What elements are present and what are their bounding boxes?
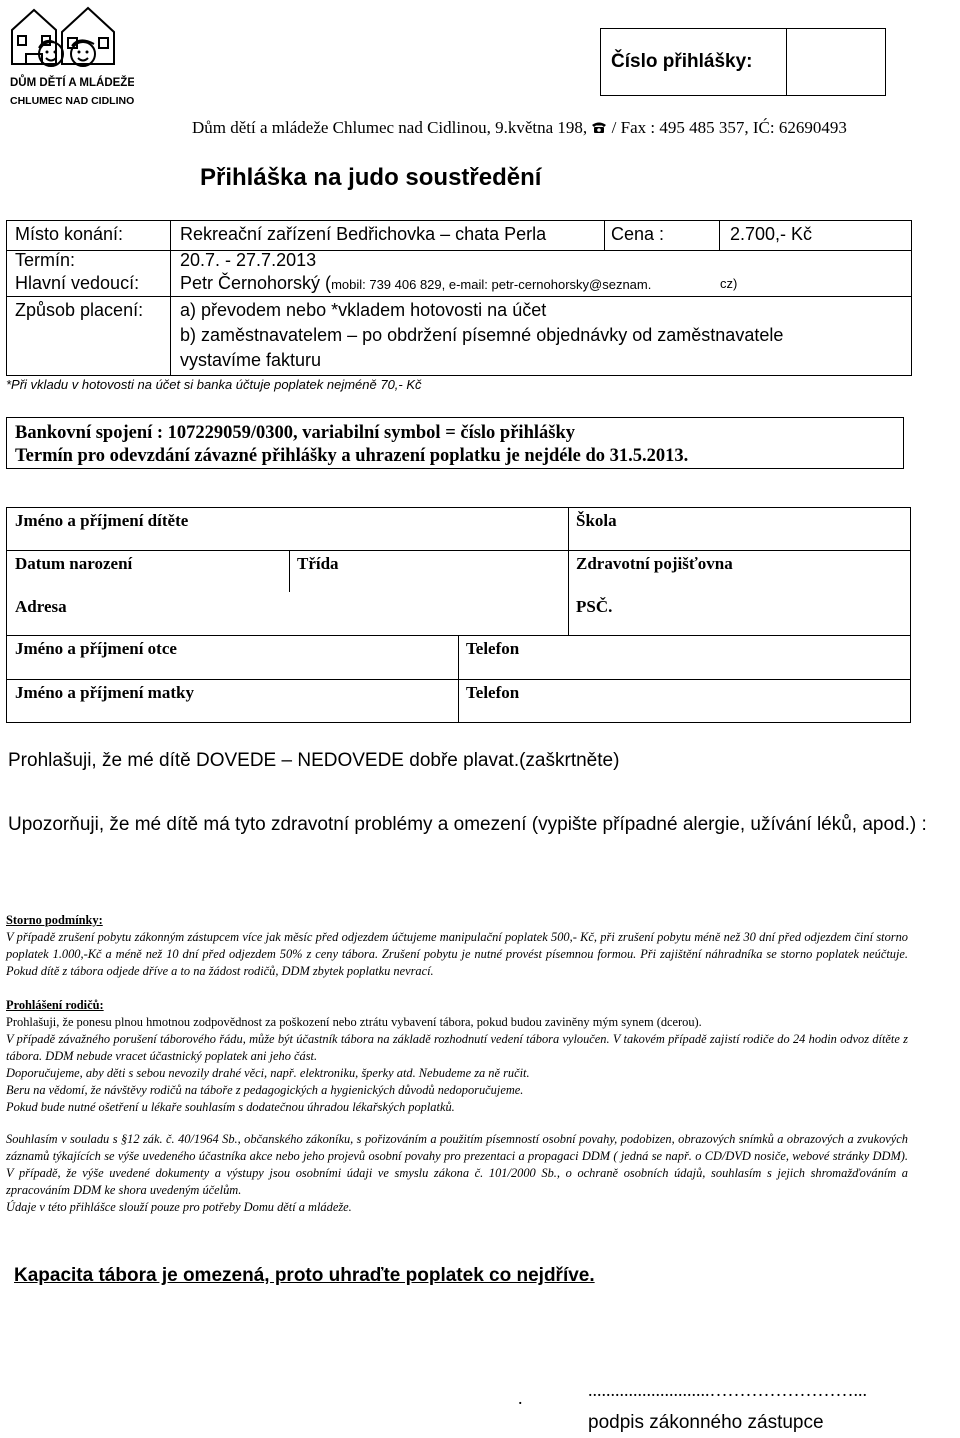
parents-section xyxy=(6,997,908,1116)
signature-label: podpis zákonného zástupce xyxy=(588,1412,824,1433)
place-label: Místo konání: xyxy=(15,224,124,244)
parents-p2: V případě závažného porušení táborového řádu, může být účastník tábora na základě rozhodnutí vedení tábora vyloučen. V takovém případě zajistí rodiče do 24 hodin odvoz dítěte z tábora. DDM nebude vracet účastnický poplatek ani jeho část. xyxy=(6,1032,908,1063)
consent-section xyxy=(6,1131,908,1216)
leader-value xyxy=(180,273,651,294)
payment-b: b) zaměstnavatelem – po obdržení písemné objednávky od zaměstnavatele xyxy=(180,325,784,345)
divider xyxy=(458,635,459,722)
place-value: Rekreační zařízení Bedřichovka – chata Perla xyxy=(180,224,547,244)
bank-line-2: Termín pro odevzdání závazné přihlášky a uhrazení poplatku je nejdéle do 31.5.2013. xyxy=(15,446,689,466)
price-label: Cena : xyxy=(611,224,665,244)
row-leader xyxy=(7,271,911,297)
application-number-field[interactable] xyxy=(787,29,885,95)
row-place xyxy=(7,221,911,251)
bank-box xyxy=(6,417,904,469)
page-title: Přihláška na judo soustředění xyxy=(200,164,542,191)
date-label: Termín: xyxy=(15,250,76,270)
address-part-1: Dům dětí a mládeže Chlumec nad Cidlinou, 9.května 198, xyxy=(192,118,588,137)
zip-label: PSČ. xyxy=(576,597,613,616)
swimming-declaration: Prohlašuji, že mé dítě DOVEDE – NEDOVEDE dobře plavat.(zaškrtněte) xyxy=(8,750,620,771)
parents-p4: Beru na vědomí, že návštěvy rodičů na tábořе z pedagogických a hygienických důvodů nedoporučujeme. xyxy=(6,1083,524,1097)
logo-text-2: CHLUMEC NAD CIDLINOU xyxy=(10,95,134,107)
divider xyxy=(604,221,605,250)
storno-section xyxy=(6,912,908,980)
parents-p3: Doporučujeme, aby děti s sebou nevozily drahé věci, např. elektroniku, šperky atd. Nebudeme za ně ručit. xyxy=(6,1066,530,1080)
logo xyxy=(4,2,134,112)
parents-p5: Pokud bude nutné ošetření u lékaře souhlasím s dodatečnou úhradou lékařských poplatků. xyxy=(6,1100,455,1114)
divider xyxy=(719,221,720,250)
consent-last: Údaje v této přihlášce slouží pouze pro potřeby Domu dětí a mládeže. xyxy=(6,1200,352,1214)
payment-b2: vystavíme fakturu xyxy=(180,350,322,370)
capacity-notice: Kapacita tábora je omezená, proto uhraďte poplatek co nejdříve. xyxy=(14,1265,595,1286)
phone-2-label: Telefon xyxy=(466,683,520,702)
bank-line-1: Bankovní spojení : 107229059/0300, variabilní symbol = číslo přihlášky xyxy=(15,423,575,443)
address-line xyxy=(192,118,847,138)
divider xyxy=(170,221,171,376)
signature-dot: . xyxy=(518,1388,523,1408)
row-date xyxy=(7,250,911,271)
divider xyxy=(568,508,569,635)
insurance-label: Zdravotní pojišťovna xyxy=(576,554,733,573)
payment-note: *Při vkladu v hotovosti na účet si banka účtuje poplatek nejméně 70,- Kč xyxy=(6,377,422,392)
payment-a: a) převodem nebo *vkladem hotovosti na účet xyxy=(180,300,547,320)
phone-1-label: Telefon xyxy=(466,639,520,658)
application-number-box xyxy=(600,28,886,96)
divider xyxy=(7,550,910,551)
price-value: 2.700,- Kč xyxy=(730,224,813,244)
school-label: Škola xyxy=(576,511,617,530)
parents-p1: Prohlašuji, že ponesu plnou hmotnou zodpovědnost za poškození nebo ztrátu vybavení tábora, pokud budou zaviněny mým synem (dcerou). xyxy=(6,1015,702,1029)
mother-name-label: Jméno a příjmení matky xyxy=(15,683,194,702)
leader-contact: mobil: 739 406 829, e-mail: petr-cernohorsky@seznam. xyxy=(331,277,652,292)
divider xyxy=(289,550,290,592)
info-table xyxy=(6,220,912,376)
consent-text: Souhlasím v souladu s §12 zák. č. 40/1964 Sb., občanského zákoníku, s pořizováním a použitím písemností osobní povahy, podobizen, obrazových snímků a obrazových a zvukových záznamů týkajících se výše uvedeného účastníka akce nebo jeho projevů osobní povahy pro prezentaci a propagaci DDM ( jedná se např. o CD/DVD nosiče, webové stránky DDM). V případě, že výše uvedené dokumenty a výstupy jsou osobními údaji ve smyslu zákona č. 101/2000 Sb., o ochraně osobních údajů, souhlasím s jejich shromažďováním a zpracováním DDM ke shora uvedeným účelům. xyxy=(6,1132,908,1197)
leader-contact-end: cz) xyxy=(720,276,738,291)
date-value: 20.7. - 27.7.2013 xyxy=(180,250,317,270)
signature-line: ...........................……………………... xyxy=(588,1380,867,1400)
application-number-label: Číslo přihlášky: xyxy=(601,29,787,95)
class-label: Třída xyxy=(297,554,339,573)
health-warning: Upozorňuji, že mé dítě má tyto zdravotní problémy a omezení (vypište případné alergie, užívání léků, apod.) : xyxy=(8,814,927,835)
father-name-label: Jméno a příjmení otce xyxy=(15,639,177,658)
row-payment xyxy=(7,296,911,376)
logo-text-1: DŮM DĚTÍ A MLÁDEŽE xyxy=(10,77,134,89)
birth-date-label: Datum narození xyxy=(15,554,133,573)
storno-title: Storno podmínky: xyxy=(6,913,103,927)
phone-icon xyxy=(591,121,607,134)
parents-title: Prohlášení rodičů: xyxy=(6,998,104,1012)
storno-text: V případě zrušení pobytu zákonným zástupcem více jak měsíc před odjezdem účtujeme manipulační poplatek 500,- Kč, při zrušení pobytu méně než 30 dní před odjezdem činí storno poplatek 1.000,-Kč a méně než 10 dní před odjezdem 50% z ceny tábora. Zrušení pobytu je nutné provést písemnou formou. Při zajištění náhradníka se storno poplatek neúčtuje. Pokud dítě z tábora odjede dříve a to na žádost rodičů, DDM zbytek poplatku nevrací. xyxy=(6,930,908,978)
child-form-table xyxy=(6,507,911,723)
leader-label: Hlavní vedoucí: xyxy=(15,273,140,293)
address-label: Adresa xyxy=(15,597,67,616)
child-name-label: Jméno a příjmení dítěte xyxy=(15,511,189,530)
leader-name: Petr Černohorský ( xyxy=(180,273,332,293)
address-part-2: / Fax : 495 485 357, IĆ: 62690493 xyxy=(611,118,847,137)
payment-label: Způsob placení: xyxy=(15,300,144,320)
